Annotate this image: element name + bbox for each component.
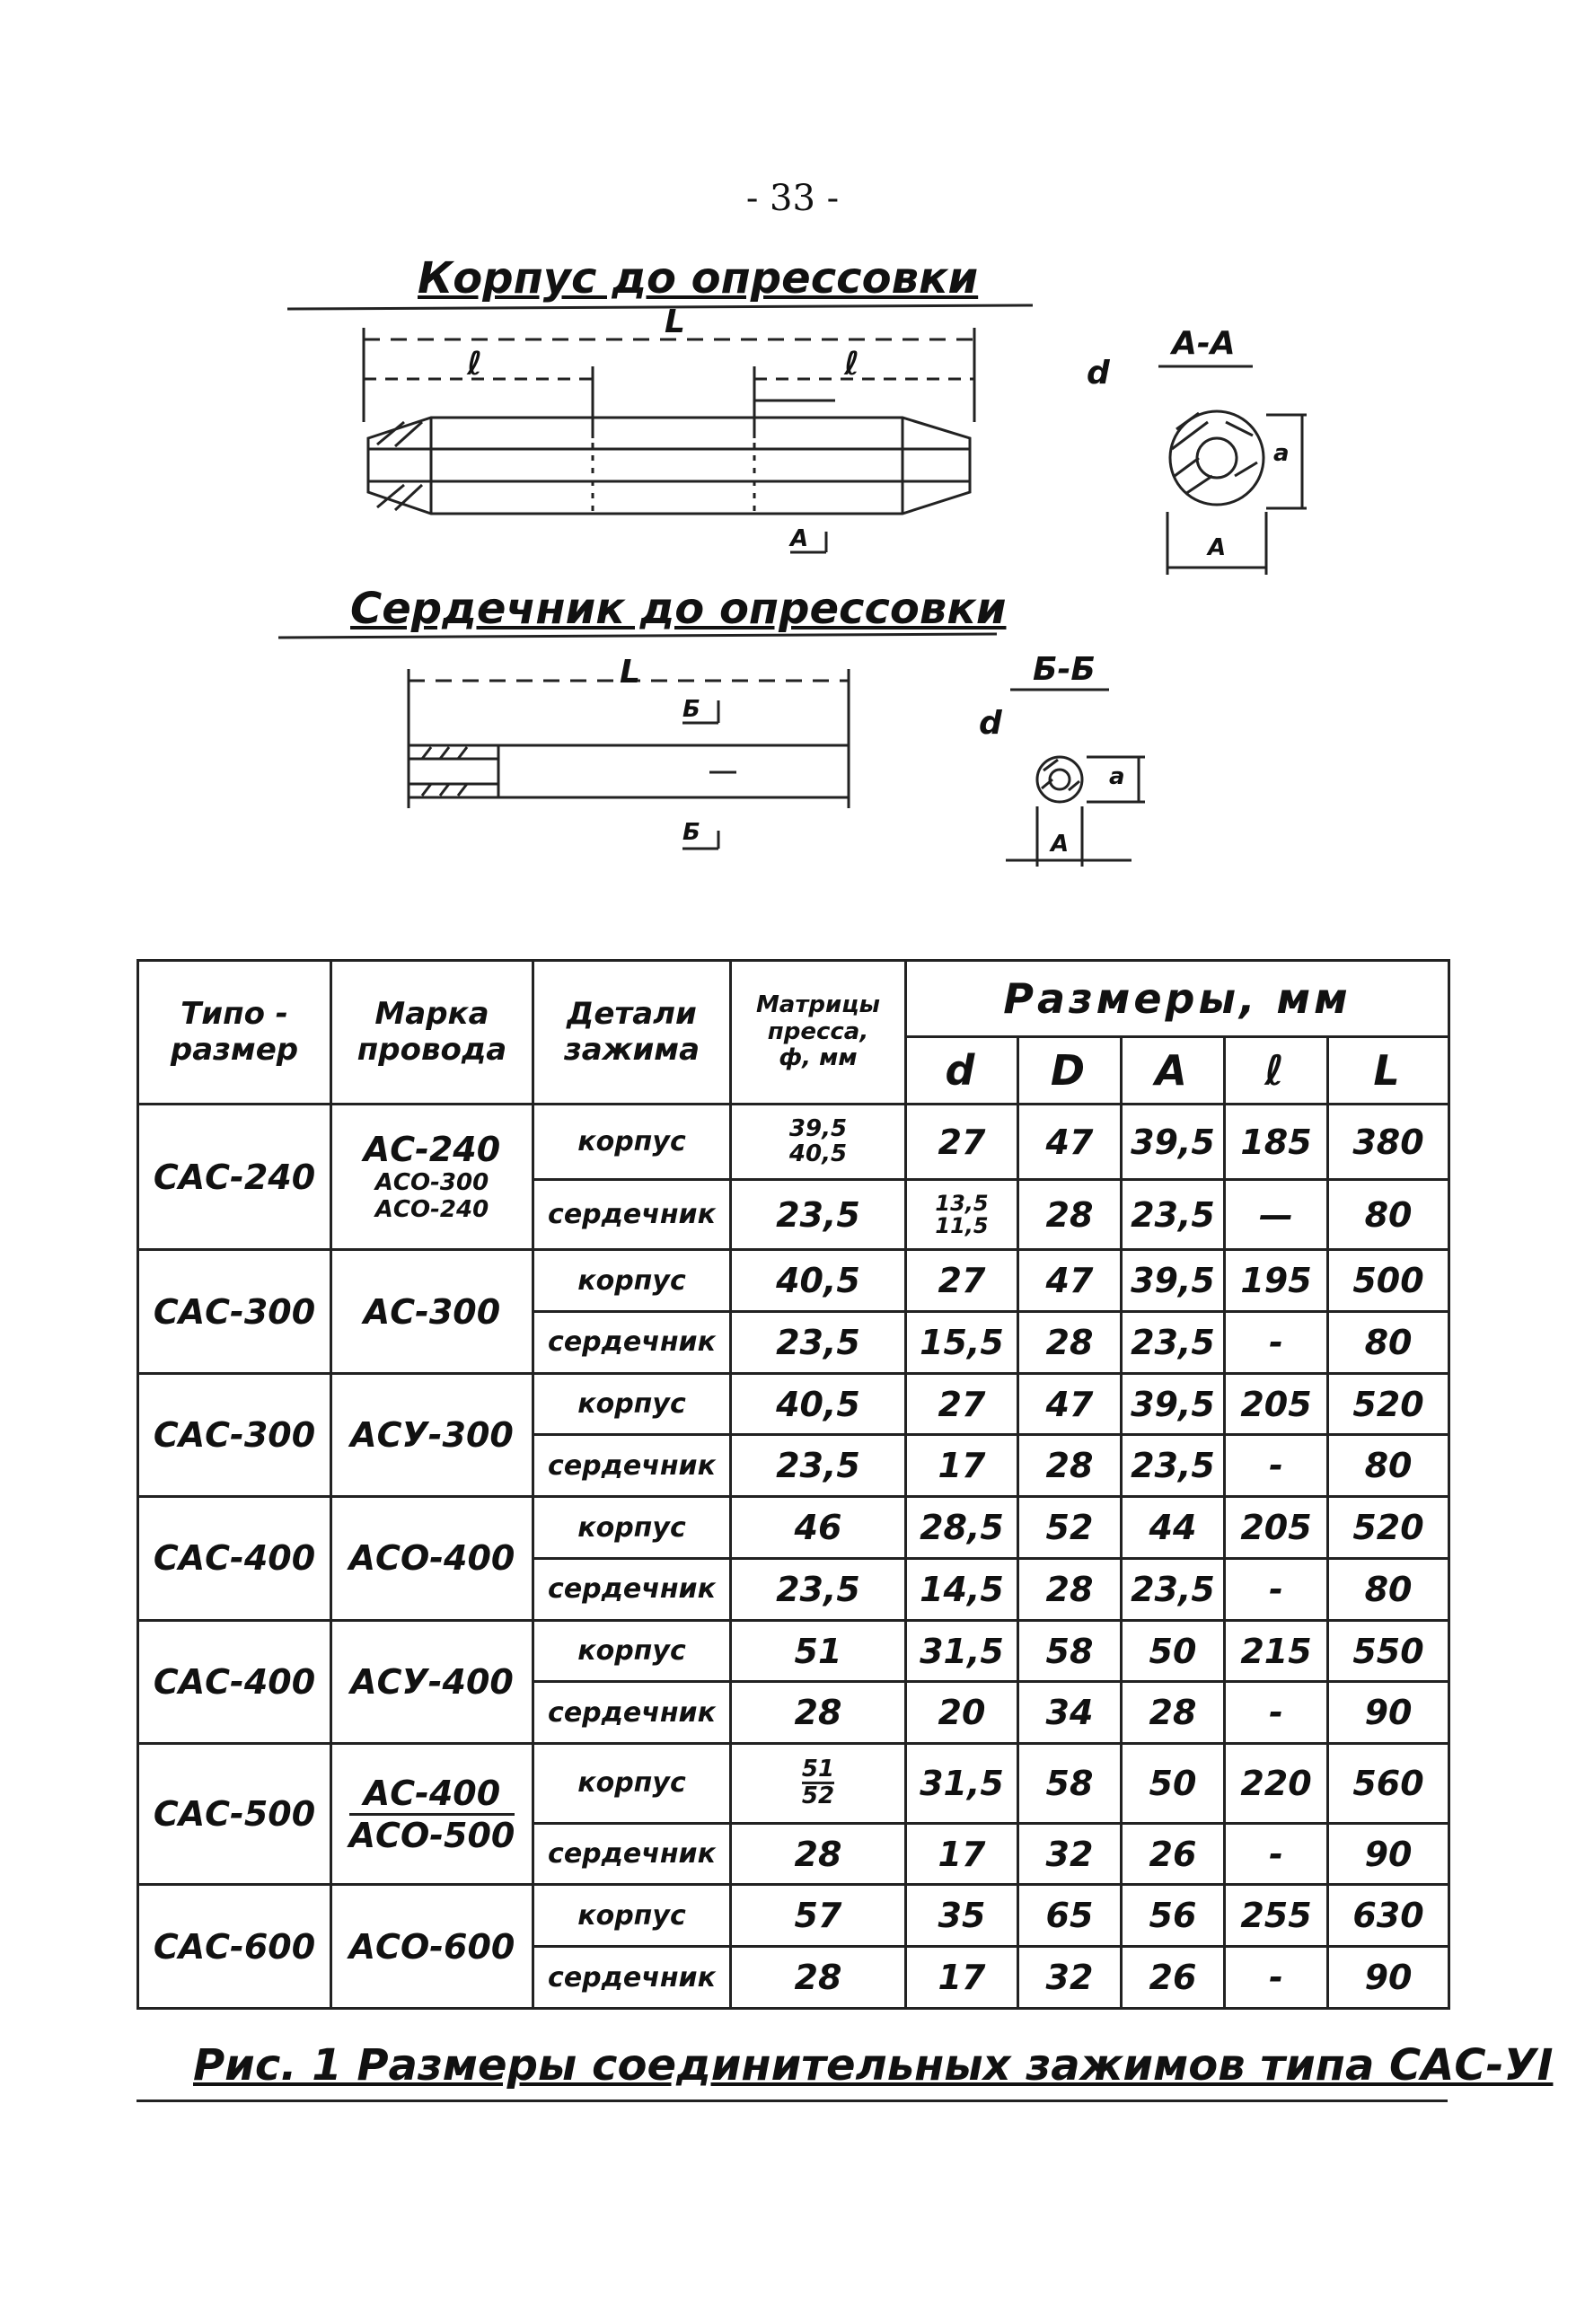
cell-D: 28	[1018, 1558, 1122, 1620]
body-dim-l-right: ℓ	[844, 346, 859, 383]
table-row	[138, 1744, 1449, 1824]
header-type: Типо - размер	[138, 961, 331, 1105]
cell-D: 34	[1018, 1682, 1122, 1744]
cell-L: 90	[1328, 1947, 1449, 2009]
cell-L: 80	[1328, 1435, 1449, 1497]
cell-type: САС-300	[138, 1373, 331, 1496]
clamp-dimensions-table	[136, 959, 1450, 2010]
table-row	[138, 1885, 1449, 1947]
cell-detail: сердечник	[533, 1180, 731, 1250]
cell-l: 220	[1225, 1744, 1328, 1824]
cell-d: 15,5	[906, 1312, 1018, 1374]
cell-detail: сердечник	[533, 1435, 731, 1497]
cell-die: 23,5	[731, 1435, 906, 1497]
cell-d: 17	[906, 1435, 1018, 1497]
cell-l: 215	[1225, 1620, 1328, 1682]
body-dim-L: L	[665, 304, 685, 340]
cell-l: 205	[1225, 1497, 1328, 1559]
cell-D: 58	[1018, 1744, 1122, 1824]
cell-die: 23,5	[731, 1558, 906, 1620]
cell-D: 28	[1018, 1435, 1122, 1497]
cell-type: САС-240	[138, 1105, 331, 1250]
cell-wire: АСУ-400	[331, 1620, 533, 1743]
cell-d: 35	[906, 1885, 1018, 1947]
body-drawing-title: Корпус до опрессовки	[418, 253, 979, 304]
cell-wire: АСО-400	[331, 1497, 533, 1620]
core-section-mark-top: Б	[682, 696, 700, 723]
cell-type: САС-300	[138, 1250, 331, 1373]
cell-D: 58	[1018, 1620, 1122, 1682]
header-d: d	[906, 1037, 1018, 1105]
body-dim-A: A	[1208, 534, 1227, 561]
body-dim-a: a	[1273, 440, 1290, 467]
cell-l: 255	[1225, 1885, 1328, 1947]
cell-wire: АС-400 АСО-500	[331, 1744, 533, 1885]
cell-A: 39,5	[1122, 1250, 1225, 1312]
cell-type: САС-400	[138, 1620, 331, 1743]
cell-die: 46	[731, 1497, 906, 1559]
cell-die: 23,5	[731, 1312, 906, 1374]
cell-A: 23,5	[1122, 1312, 1225, 1374]
cell-detail: сердечник	[533, 1312, 731, 1374]
core-drawing-title: Сердечник до опрессовки	[350, 584, 1007, 634]
cell-l: 205	[1225, 1373, 1328, 1435]
cell-die: 51	[731, 1620, 906, 1682]
cell-A: 39,5	[1122, 1105, 1225, 1180]
cell-L: 80	[1328, 1180, 1449, 1250]
header-detail: Детали зажима	[533, 961, 731, 1105]
cell-D: 65	[1018, 1885, 1122, 1947]
cell-l: 185	[1225, 1105, 1328, 1180]
cell-wire: АС-300	[331, 1250, 533, 1373]
header-dimensions: Размеры, мм	[906, 961, 1449, 1037]
cell-detail: корпус	[533, 1497, 731, 1559]
cell-d: 14,5	[906, 1558, 1018, 1620]
cell-A: 39,5	[1122, 1373, 1225, 1435]
cell-detail: корпус	[533, 1250, 731, 1312]
table-row	[138, 1620, 1449, 1682]
cell-A: 26	[1122, 1947, 1225, 2009]
cell-D: 47	[1018, 1105, 1122, 1180]
cell-die: 28	[731, 1682, 906, 1744]
header-wire: Марка провода	[331, 961, 533, 1105]
cell-A: 50	[1122, 1620, 1225, 1682]
cell-l: 195	[1225, 1250, 1328, 1312]
cell-l: —	[1225, 1180, 1328, 1250]
cell-l: -	[1225, 1823, 1328, 1885]
cell-detail: сердечник	[533, 1558, 731, 1620]
cell-A: 28	[1122, 1682, 1225, 1744]
cell-detail: корпус	[533, 1885, 731, 1947]
cell-wire: АСУ-300	[331, 1373, 533, 1496]
cell-d: 27	[906, 1373, 1018, 1435]
cell-l: -	[1225, 1312, 1328, 1374]
cell-D: 32	[1018, 1823, 1122, 1885]
table-row	[138, 1250, 1449, 1312]
technical-drawings	[0, 0, 1585, 952]
cell-d: 20	[906, 1682, 1018, 1744]
cell-L: 80	[1328, 1312, 1449, 1374]
figure-caption: Рис. 1 Размеры соединительных зажимов типа САС-УI	[193, 2040, 1554, 2091]
cell-detail: сердечник	[533, 1682, 731, 1744]
header-L: L	[1328, 1037, 1449, 1105]
cell-A: 26	[1122, 1823, 1225, 1885]
core-dim-a: a	[1109, 763, 1125, 790]
cell-die: 40,5	[731, 1250, 906, 1312]
body-dim-l-left: ℓ	[467, 346, 482, 383]
cell-l: -	[1225, 1558, 1328, 1620]
cell-detail: корпус	[533, 1373, 731, 1435]
cell-D: 52	[1018, 1497, 1122, 1559]
cell-L: 80	[1328, 1558, 1449, 1620]
cell-D: 28	[1018, 1180, 1122, 1250]
cell-d: 17	[906, 1823, 1018, 1885]
body-dim-d: d	[1087, 355, 1110, 392]
cell-D: 32	[1018, 1947, 1122, 2009]
cell-d: 31,5	[906, 1744, 1018, 1824]
cell-d: 31,5	[906, 1620, 1018, 1682]
cell-D: 47	[1018, 1250, 1122, 1312]
cell-wire: АСО-600	[331, 1885, 533, 2009]
core-section-mark-bottom: Б	[682, 819, 700, 846]
cell-die: 28	[731, 1823, 906, 1885]
table-row	[138, 1373, 1449, 1435]
page-number: - 33 -	[745, 178, 840, 219]
cell-L: 380	[1328, 1105, 1449, 1180]
core-dim-d: d	[979, 705, 1002, 742]
cell-D: 47	[1018, 1373, 1122, 1435]
cell-A: 23,5	[1122, 1435, 1225, 1497]
table-row	[138, 1497, 1449, 1559]
cell-detail: сердечник	[533, 1823, 731, 1885]
cell-detail: корпус	[533, 1105, 731, 1180]
cell-die: $\frac{51}{52}$	[731, 1744, 906, 1824]
cell-A: 56	[1122, 1885, 1225, 1947]
cell-l: -	[1225, 1947, 1328, 2009]
cell-die: 57	[731, 1885, 906, 1947]
cell-A: 50	[1122, 1744, 1225, 1824]
section-a-a-title: A-A	[1172, 325, 1236, 362]
caption-underline	[136, 2100, 1448, 2102]
cell-die: 28	[731, 1947, 906, 2009]
cell-d: 28,5	[906, 1497, 1018, 1559]
cell-L: 90	[1328, 1823, 1449, 1885]
cell-l: -	[1225, 1682, 1328, 1744]
cell-die: 23,5	[731, 1180, 906, 1250]
cell-d: 27	[906, 1105, 1018, 1180]
cell-die: 39,5 40,5	[731, 1105, 906, 1180]
cell-type: САС-600	[138, 1885, 331, 2009]
cell-detail: сердечник	[533, 1947, 731, 2009]
cell-L: 550	[1328, 1620, 1449, 1682]
header-l: ℓ	[1225, 1037, 1328, 1105]
cell-L: 500	[1328, 1250, 1449, 1312]
cell-die: 40,5	[731, 1373, 906, 1435]
cell-A: 44	[1122, 1497, 1225, 1559]
core-dim-A: A	[1051, 831, 1070, 858]
core-dim-L: L	[620, 654, 640, 691]
cell-D: 28	[1018, 1312, 1122, 1374]
cell-L: 520	[1328, 1497, 1449, 1559]
cell-d: 17	[906, 1947, 1018, 2009]
cell-detail: корпус	[533, 1620, 731, 1682]
header-A: A	[1122, 1037, 1225, 1105]
cell-L: 560	[1328, 1744, 1449, 1824]
cell-type: САС-400	[138, 1497, 331, 1620]
cell-d: 13,5 11,5	[906, 1180, 1018, 1250]
cell-d: 27	[906, 1250, 1018, 1312]
cell-A: 23,5	[1122, 1558, 1225, 1620]
header-D: D	[1018, 1037, 1122, 1105]
header-die: Матрицы пресса, ф, мм	[731, 961, 906, 1105]
section-b-b-title: Б-Б	[1033, 651, 1096, 688]
cell-L: 630	[1328, 1885, 1449, 1947]
cell-L: 520	[1328, 1373, 1449, 1435]
cell-L: 90	[1328, 1682, 1449, 1744]
cell-wire: АС-240 АСО-300 АСО-240	[331, 1105, 533, 1250]
cell-detail: корпус	[533, 1744, 731, 1824]
cell-A: 23,5	[1122, 1180, 1225, 1250]
cell-type: САС-500	[138, 1744, 331, 1885]
body-section-mark: A	[790, 525, 809, 552]
cell-l: -	[1225, 1435, 1328, 1497]
table-row	[138, 1105, 1449, 1180]
